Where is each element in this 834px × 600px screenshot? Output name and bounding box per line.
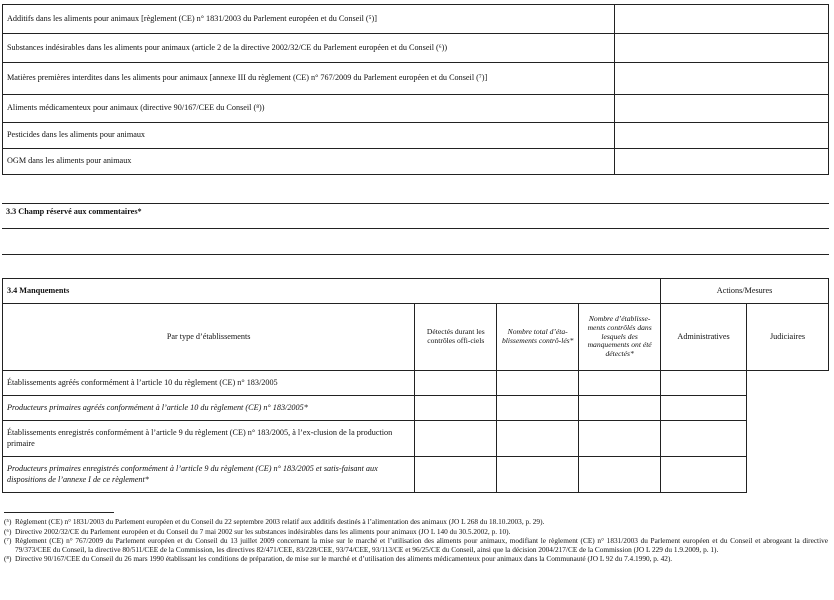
row-label: Pesticides dans les aliments pour animaux	[3, 123, 615, 149]
value-cell[interactable]	[497, 421, 579, 457]
value-cell[interactable]	[661, 371, 747, 396]
footnote-mark: (⁸)	[4, 554, 12, 564]
row-label: Matières premières interdites dans les aliments pour animaux [annexe III du règlement (CE) n° 767/2009 du Parlement européen et du Conseil (⁷)]	[3, 63, 615, 95]
value-cell[interactable]	[579, 371, 661, 396]
footnote	[4, 518, 828, 526]
col-header-judicial: Judiciaires	[747, 304, 829, 371]
value-cell[interactable]	[579, 396, 661, 421]
value-cell[interactable]	[615, 123, 829, 149]
empty-cell	[747, 457, 829, 493]
table-row	[3, 63, 829, 95]
footnote	[4, 528, 828, 536]
noncompliance-table	[2, 278, 829, 493]
value-cell[interactable]	[579, 457, 661, 493]
footnote-text: Directive 90/167/CEE du Conseil du 26 mars 1990 établissant les conditions de préparation, de mise sur le marché et d’utilisation des aliments médicamenteux pour animaux dans la Communauté (JO L 92 du 7.4.1990, p. 42).	[15, 554, 673, 564]
row-label: Établissements enregistrés conformément à l’article 9 du règlement (CE) n° 183/2005, à l’ex-clusion de la production primaire	[3, 421, 415, 457]
footnote-text: Directive 2002/32/CE du Parlement européen et du Conseil du 7 mai 2002 sur les substances indésirables dans les aliments pour animaux (JO L 140 du 30.5.2002, p. 10).	[15, 526, 511, 536]
empty-cell	[747, 396, 829, 421]
value-cell[interactable]	[615, 63, 829, 95]
footnotes	[4, 518, 828, 565]
value-cell[interactable]	[579, 421, 661, 457]
footnote	[4, 555, 828, 563]
actions-header: Actions/Mesures	[661, 279, 829, 304]
value-cell[interactable]	[661, 421, 747, 457]
value-cell[interactable]	[615, 34, 829, 63]
value-cell[interactable]	[615, 149, 829, 175]
row-label: Aliments médicamenteux pour animaux (directive 90/167/CEE du Conseil (⁸))	[3, 95, 615, 123]
footnote-mark: (⁶)	[4, 526, 12, 536]
value-cell[interactable]	[415, 371, 497, 396]
table-header-row	[3, 304, 829, 371]
row-label: Additifs dans les aliments pour animaux [règlement (CE) n° 1831/2003 du Parlement européen et du Conseil (⁵)]	[3, 5, 615, 34]
footnote-text: Règlement (CE) n° 1831/2003 du Parlement européen et du Conseil du 22 septembre 2003 relatif aux additifs destinés à l’alimentation des animaux (JO L 268 du 18.10.2003, p. 29).	[15, 517, 545, 526]
value-cell[interactable]	[497, 371, 579, 396]
value-cell[interactable]	[661, 457, 747, 493]
col-header-admin: Administratives	[661, 304, 747, 371]
empty-cell	[747, 371, 829, 396]
table-row	[3, 396, 829, 421]
footnote-text: Règlement (CE) n° 767/2009 du Parlement européen et du Conseil du 13 juillet 2009 concernant la mise sur le marché et l’utilisation des aliments pour animaux, modifiant le règlement (CE) n° 1831/2003 du Parlement européen et du Conseil et abrogeant la directive 79/373/CEE du Conseil, la directive 80/511/CEE de la Commission, les directives 82/471/CEE, 83/228/CEE, 93/74/CEE, 93/113/CE et 96/25/CE du Conseil, ainsi que la décision 2004/217/CE de la Commission (JO L 229 du 1.9.2009, p. 1).	[15, 536, 828, 554]
footnote-mark: (⁷)	[4, 536, 12, 546]
col-header-nonconform: Nombre d’établisse-ments contrôlés dans lesquels des manquements ont été détectés*	[579, 304, 661, 371]
noncompliance-section-title: 3.4 Manquements	[3, 279, 661, 304]
value-cell[interactable]	[415, 421, 497, 457]
footnote-mark: (⁵)	[4, 517, 12, 526]
comments-section-header	[2, 203, 829, 229]
row-label: Producteurs primaires enregistrés conformément à l’article 9 du règlement (CE) n° 183/2005 et satis-faisant aux dispositions de l’annexe I de ce règlement*	[3, 457, 415, 493]
table-row	[3, 279, 829, 304]
controls-table	[2, 4, 829, 175]
footnote	[4, 537, 828, 553]
value-cell[interactable]	[415, 457, 497, 493]
table-row	[3, 371, 829, 396]
value-cell[interactable]	[615, 95, 829, 123]
value-cell[interactable]	[661, 396, 747, 421]
comments-field[interactable]	[2, 227, 829, 255]
value-cell[interactable]	[615, 5, 829, 34]
table-row	[3, 34, 829, 63]
row-label: Substances indésirables dans les aliments pour animaux (article 2 de la directive 2002/32/CE du Parlement européen et du Conseil (⁶))	[3, 34, 615, 63]
row-label: Producteurs primaires agréés conformément à l’article 10 du règlement (CE) n° 183/2005*	[3, 396, 415, 421]
value-cell[interactable]	[497, 457, 579, 493]
table-row	[3, 123, 829, 149]
table-row	[3, 457, 829, 493]
table-row	[3, 5, 829, 34]
table-row	[3, 149, 829, 175]
col-header-type: Par type d’établissements	[3, 304, 415, 371]
col-header-total: Nombre total d’éta-blissements contrô-lés*	[497, 304, 579, 371]
value-cell[interactable]	[415, 396, 497, 421]
table-row	[3, 421, 829, 457]
row-label: Établissements agréés conformément à l’article 10 du règlement (CE) n° 183/2005	[3, 371, 415, 396]
table-row	[3, 95, 829, 123]
col-header-detected: Détectés durant les contrôles offi-ciels	[415, 304, 497, 371]
empty-cell	[747, 421, 829, 457]
row-label: OGM dans les aliments pour animaux	[3, 149, 615, 175]
comments-section-title: 3.3 Champ réservé aux commentaires*	[6, 207, 142, 216]
footnote-divider	[4, 512, 114, 513]
value-cell[interactable]	[497, 396, 579, 421]
